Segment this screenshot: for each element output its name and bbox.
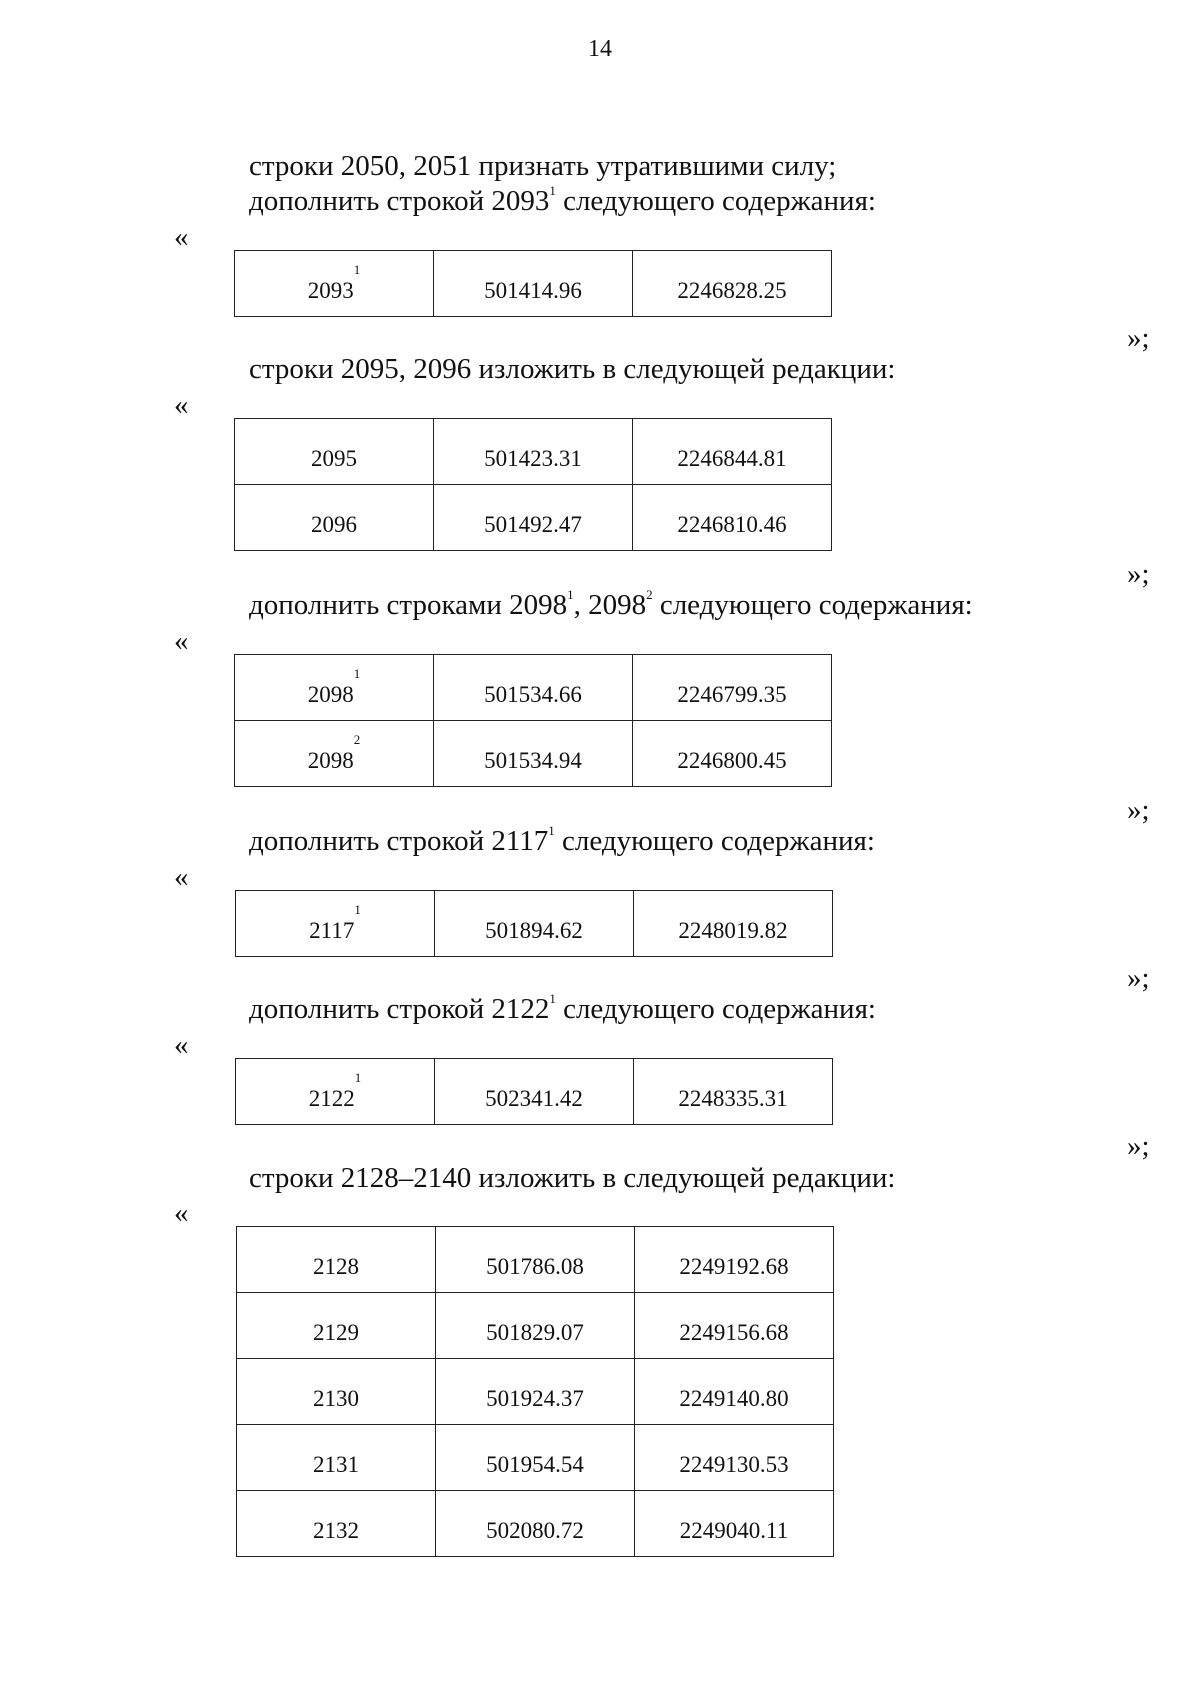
text-run: следующего содержания: [554, 825, 875, 857]
point-number-cell [235, 419, 434, 485]
text-run: 2129 [313, 1320, 359, 1345]
cell-value [484, 655, 582, 706]
instruction-line [249, 185, 876, 218]
text-run: 501534.66 [484, 682, 582, 707]
table-row [237, 1293, 834, 1359]
y-coordinate-cell [633, 485, 832, 551]
text-run: 2098 [307, 748, 354, 773]
closing-quote: »; [1127, 1130, 1150, 1162]
table-row [235, 721, 832, 787]
cell-value [486, 1425, 584, 1476]
cell-value [677, 419, 786, 470]
x-coordinate-cell [434, 485, 633, 551]
text-run: 2248019.82 [678, 918, 788, 943]
text-run: 2093 [307, 278, 354, 303]
superscript-index: 1 [567, 587, 574, 602]
x-coordinate-cell [436, 1425, 635, 1491]
text-run: 2249140.80 [679, 1386, 789, 1411]
coordinates-table [235, 890, 833, 957]
cell-value [678, 891, 787, 942]
text-run: 501534.94 [484, 748, 582, 773]
closing-quote: »; [1127, 558, 1150, 590]
coordinates-table [236, 1226, 834, 1557]
superscript-index: 1 [354, 902, 361, 917]
text-run: 2249156.68 [679, 1320, 789, 1345]
cell-value [484, 251, 582, 302]
cell-value [311, 419, 357, 470]
y-coordinate-cell [635, 1227, 834, 1293]
y-coordinate-cell [633, 419, 832, 485]
cell-value [313, 1227, 359, 1278]
table-row [237, 1359, 834, 1425]
instruction-line [249, 353, 895, 386]
cell-value [677, 721, 786, 772]
point-number-cell [237, 1293, 436, 1359]
text-run: 501786.08 [486, 1254, 584, 1279]
table-row [237, 1425, 834, 1491]
cell-value [677, 655, 786, 706]
cell-value [677, 251, 786, 302]
text-run: строки 2128–2140 изложить в следующей редакции: [249, 1162, 896, 1194]
point-number-cell [237, 1491, 436, 1557]
text-run: 2132 [313, 1518, 359, 1543]
cell-value [485, 1059, 583, 1110]
coordinates-table [234, 654, 832, 787]
table-row [236, 891, 833, 957]
x-coordinate-cell [434, 251, 633, 317]
text-run: 501414.96 [484, 278, 582, 303]
superscript-index: 1 [549, 991, 556, 1006]
cell-value [680, 1491, 788, 1542]
text-run: следующего содержания: [555, 185, 876, 217]
text-run: 501492.47 [484, 512, 582, 537]
cell-value [486, 1491, 584, 1542]
text-run: 2128 [313, 1254, 359, 1279]
table-row [236, 1059, 833, 1125]
closing-quote: »; [1127, 794, 1150, 826]
superscript-index: 1 [353, 262, 361, 277]
text-run: 2117 [309, 918, 355, 943]
text-run: 502080.72 [486, 1518, 584, 1543]
cell-value [679, 1227, 788, 1278]
cell-value [484, 721, 582, 772]
y-coordinate-cell [634, 891, 833, 957]
superscript-index: 2 [646, 587, 653, 602]
x-coordinate-cell [434, 655, 633, 721]
cell-value [678, 1059, 787, 1110]
cell-value [311, 485, 357, 536]
opening-quote: « [174, 861, 189, 893]
y-coordinate-cell [635, 1491, 834, 1557]
text-run: 2246810.46 [677, 512, 787, 537]
text-run: дополнить строкой 2122 [249, 993, 550, 1025]
x-coordinate-cell [434, 721, 633, 787]
y-coordinate-cell [635, 1425, 834, 1491]
text-run: 2246800.45 [677, 748, 787, 773]
cell-value [309, 891, 361, 942]
cell-value [308, 655, 361, 706]
text-run: 502341.42 [485, 1086, 583, 1111]
instruction-line [249, 150, 836, 183]
text-run: 2249130.53 [679, 1452, 789, 1477]
cell-value [679, 1293, 788, 1344]
x-coordinate-cell [435, 891, 634, 957]
instruction-line [249, 589, 973, 622]
opening-quote: « [174, 1029, 189, 1061]
text-run: следующего содержания: [652, 589, 973, 621]
cell-value [313, 1425, 359, 1476]
y-coordinate-cell [634, 1059, 833, 1125]
cell-value [485, 891, 583, 942]
superscript-index: 1 [353, 666, 361, 681]
y-coordinate-cell [633, 251, 832, 317]
text-run: 2246844.81 [677, 446, 787, 471]
opening-quote: « [174, 389, 189, 421]
x-coordinate-cell [436, 1359, 635, 1425]
cell-value [679, 1359, 788, 1410]
cell-value [484, 485, 582, 536]
instruction-line [249, 993, 876, 1026]
opening-quote: « [174, 221, 189, 253]
text-run: 2246828.25 [677, 278, 787, 303]
cell-value [308, 721, 361, 772]
x-coordinate-cell [436, 1227, 635, 1293]
superscript-index: 1 [354, 1070, 362, 1085]
cell-value [486, 1227, 584, 1278]
coordinates-table [234, 250, 832, 317]
x-coordinate-cell [434, 419, 633, 485]
text-run: 2130 [313, 1386, 359, 1411]
table-row [235, 251, 832, 317]
x-coordinate-cell [436, 1491, 635, 1557]
opening-quote: « [174, 625, 189, 657]
x-coordinate-cell [435, 1059, 634, 1125]
cell-value [484, 419, 582, 470]
y-coordinate-cell [635, 1293, 834, 1359]
instruction-line [249, 1162, 895, 1195]
text-run: 501954.54 [486, 1452, 584, 1477]
table-row [237, 1227, 834, 1293]
closing-quote: »; [1127, 322, 1150, 354]
point-number-cell [235, 251, 434, 317]
text-run: следующего содержания: [555, 993, 876, 1025]
point-number-cell [237, 1425, 436, 1491]
cell-value [313, 1491, 359, 1542]
superscript-index: 2 [353, 732, 361, 747]
table-row [235, 655, 832, 721]
superscript-index: 1 [548, 823, 555, 838]
point-number-cell [237, 1359, 436, 1425]
text-run: 2246799.35 [677, 682, 787, 707]
cell-value [313, 1293, 359, 1344]
text-run: 501894.62 [485, 918, 583, 943]
text-run: дополнить строкой 2117 [249, 825, 549, 857]
cell-value [308, 251, 361, 302]
text-run: 2095 [311, 446, 357, 471]
cell-value [313, 1359, 359, 1410]
y-coordinate-cell [635, 1359, 834, 1425]
point-number-cell [235, 721, 434, 787]
text-run: 2248335.31 [678, 1086, 788, 1111]
text-run: 2098 [307, 682, 354, 707]
instruction-line [249, 825, 875, 858]
text-run: строки 2050, 2051 признать утратившими силу; [249, 150, 837, 182]
text-run: 2096 [311, 512, 357, 537]
text-run: 2249040.11 [679, 1518, 789, 1543]
cell-value [677, 485, 786, 536]
closing-quote: »; [1127, 962, 1150, 994]
y-coordinate-cell [633, 721, 832, 787]
point-number-cell [236, 1059, 435, 1125]
text-run: , 2098 [573, 589, 647, 621]
text-run: строки 2095, 2096 изложить в следующей редакции: [249, 353, 896, 385]
superscript-index: 1 [549, 183, 556, 198]
text-run: дополнить строками 2098 [249, 589, 568, 621]
point-number-cell [235, 655, 434, 721]
text-run: дополнить строкой 2093 [249, 185, 550, 217]
cell-value [486, 1359, 584, 1410]
text-run: 501829.07 [486, 1320, 584, 1345]
text-run: 501423.31 [484, 446, 582, 471]
text-run: 501924.37 [486, 1386, 584, 1411]
text-run: 2249192.68 [679, 1254, 789, 1279]
table-row [235, 419, 832, 485]
page-number: 14 [588, 36, 612, 62]
point-number-cell [236, 891, 435, 957]
table-row [237, 1491, 834, 1557]
table-row [235, 485, 832, 551]
text-run: 2131 [313, 1452, 359, 1477]
cell-value [309, 1059, 362, 1110]
y-coordinate-cell [633, 655, 832, 721]
point-number-cell [237, 1227, 436, 1293]
x-coordinate-cell [436, 1293, 635, 1359]
cell-value [679, 1425, 788, 1476]
coordinates-table [234, 418, 832, 551]
text-run: 2122 [308, 1086, 355, 1111]
opening-quote: « [174, 1197, 189, 1229]
coordinates-table [235, 1058, 833, 1125]
cell-value [486, 1293, 584, 1344]
point-number-cell [235, 485, 434, 551]
